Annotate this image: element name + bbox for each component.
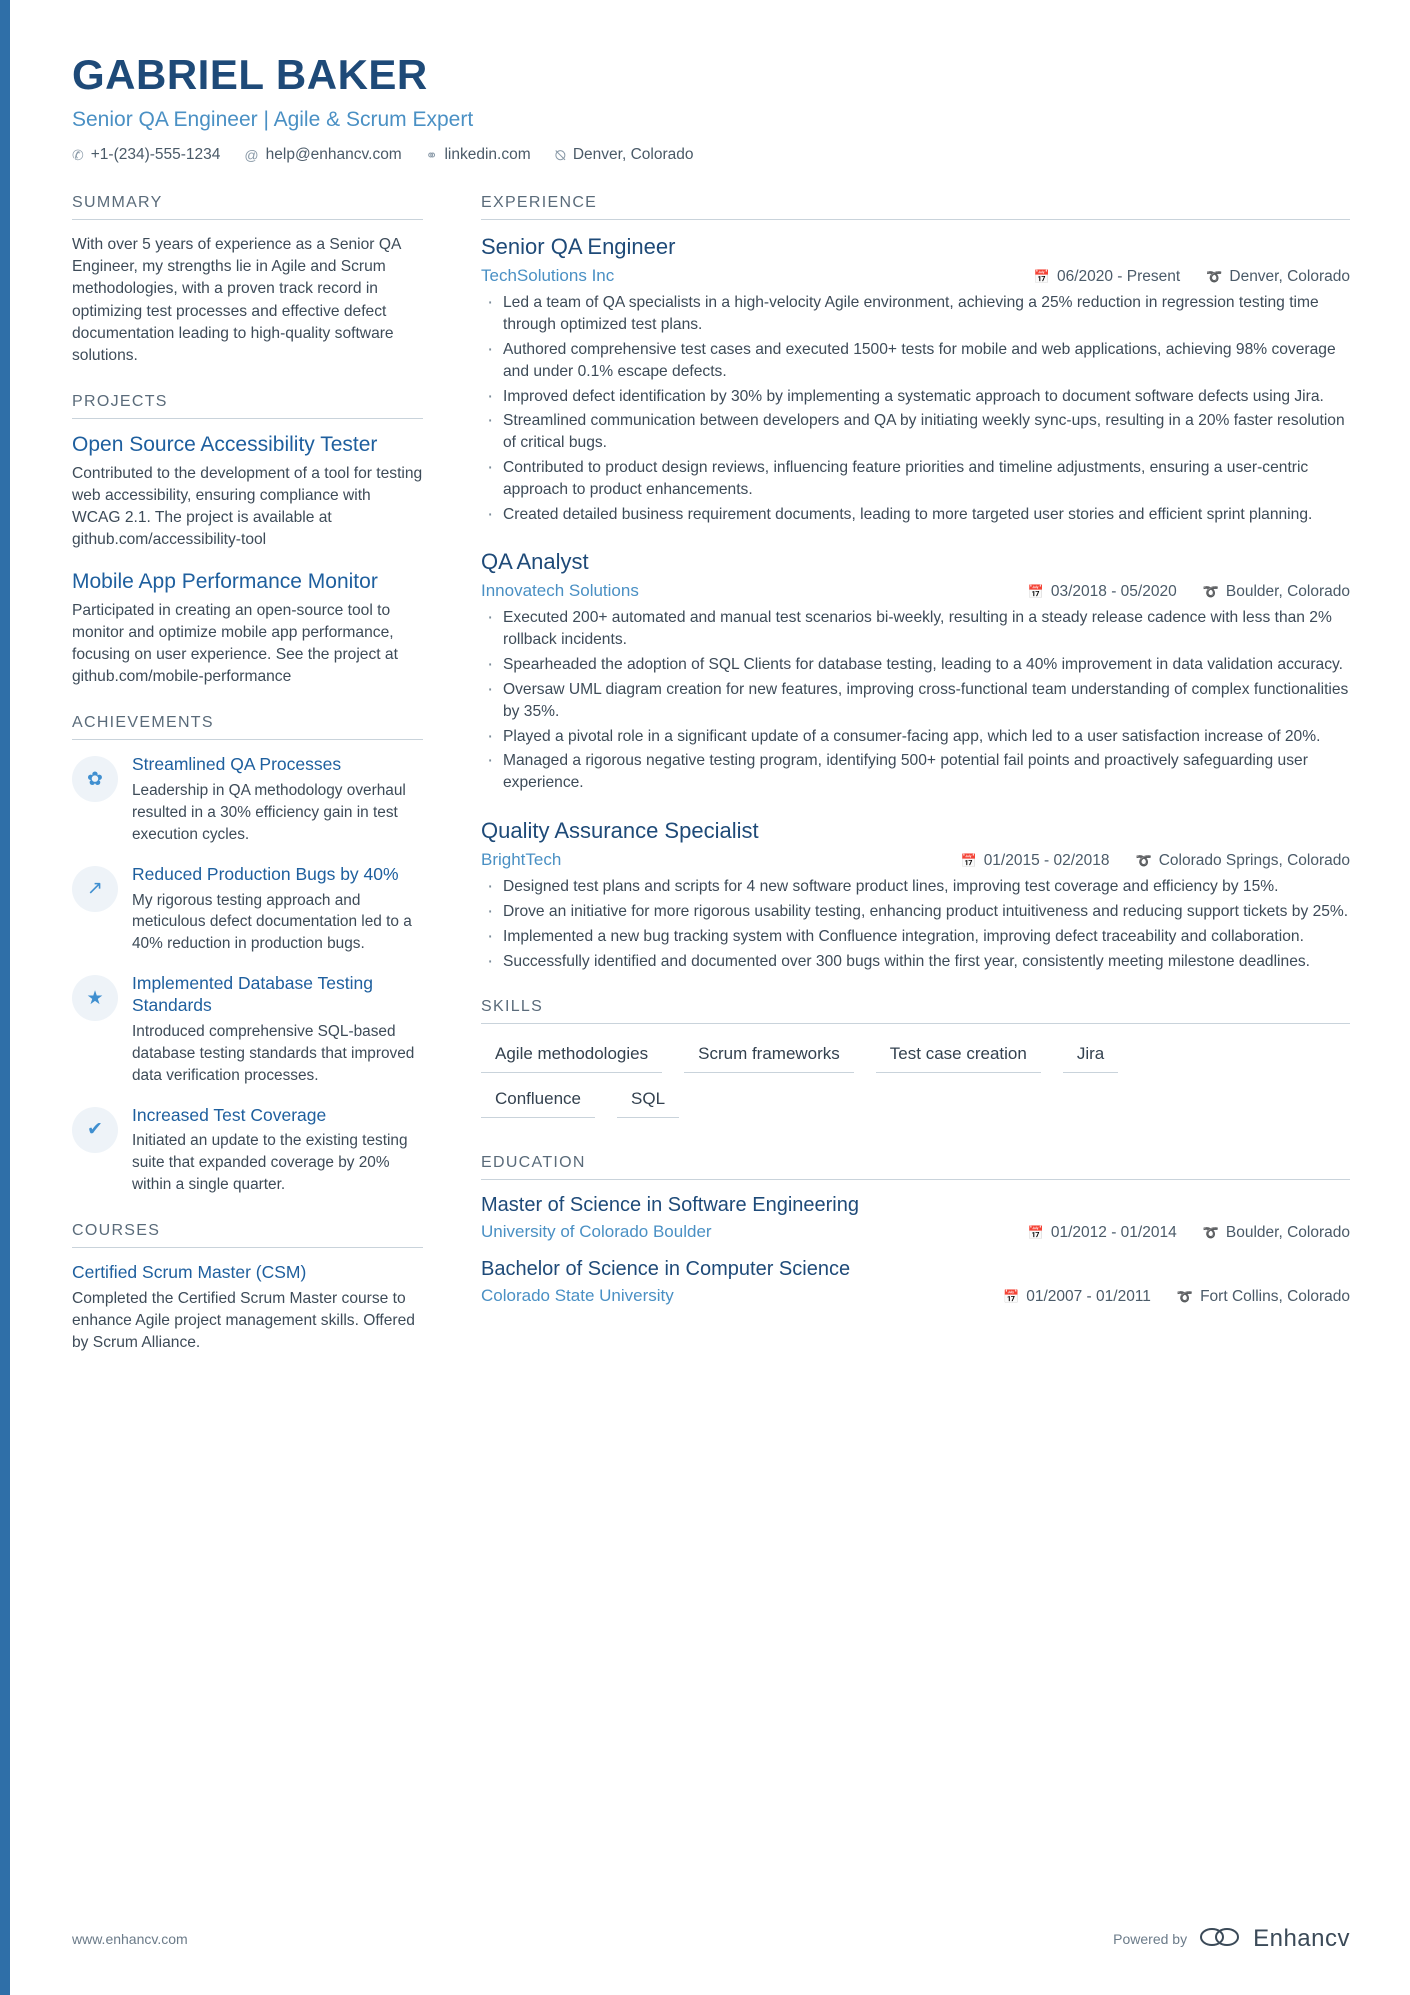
job-location xyxy=(1136,852,1350,870)
calendar-icon: 📅 xyxy=(960,853,977,869)
education-location xyxy=(1203,1224,1350,1242)
section-projects xyxy=(72,393,423,688)
job-bullet: · Drove an initiative for more rigorous usability testing, enhancing product intuitiveness and reducing support tickets by 25%. xyxy=(481,901,1350,923)
job-dates-value: 06/2020 - Present xyxy=(1056,268,1181,286)
education-item xyxy=(481,1258,1350,1306)
project-item xyxy=(72,433,423,552)
powered-by-label: Powered by xyxy=(1113,1930,1188,1947)
location-pin-icon: ⦰ xyxy=(554,146,566,163)
education-dates xyxy=(1003,1288,1151,1306)
job-company[interactable]: Innovatech Solutions xyxy=(481,581,639,601)
achievement-description: Initiated an update to the existing testing suite that expanded coverage by 20% within a single quarter. xyxy=(132,1132,408,1194)
job-role: Quality Assurance Specialist xyxy=(481,818,759,844)
achievement-title: Reduced Production Bugs by 40% xyxy=(132,863,399,884)
contact-list xyxy=(72,146,1350,164)
skill-chip: Confluence xyxy=(481,1083,595,1118)
experience-item xyxy=(481,818,1350,972)
job-bullet: · Executed 200+ automated and manual test scenarios bi-weekly, resulting in a steady release cadence with less than 2% rollback incidents. xyxy=(481,607,1350,651)
job-dates xyxy=(961,852,1110,870)
calendar-icon: 📅 xyxy=(1003,1289,1020,1305)
experience-item xyxy=(481,234,1350,525)
job-location-value: Colorado Springs, Colorado xyxy=(1158,852,1350,870)
contact-linkedin[interactable] xyxy=(426,146,531,164)
experience-item xyxy=(481,549,1350,794)
right-column xyxy=(457,194,1350,1322)
skills-section-title: SKILLS xyxy=(481,998,1350,1024)
project-description: Participated in creating an open-source tool to monitor and optimize mobile app performance, focusing on user experience. See the project at github.com/mobile-performance xyxy=(72,601,398,686)
course-item xyxy=(72,1262,423,1354)
education-dates xyxy=(1028,1224,1177,1242)
job-bullet: · Spearheaded the adoption of SQL Clients for database testing, leading to a 40% improvement in data validation accuracy. xyxy=(481,654,1350,676)
project-item xyxy=(72,570,423,689)
contact-email-value: help@enhancv.com xyxy=(265,146,402,164)
job-bullet: · Designed test plans and scripts for 4 new software product lines, improving test coverage and efficiency by 15%. xyxy=(481,876,1350,898)
contact-location-value: Denver, Colorado xyxy=(572,146,694,164)
contact-phone xyxy=(72,146,220,164)
section-summary xyxy=(72,194,423,367)
education-location-value: Boulder, Colorado xyxy=(1225,1224,1350,1242)
contact-email[interactable] xyxy=(244,146,401,164)
skills-list xyxy=(481,1038,1350,1083)
contact-linkedin-value: linkedin.com xyxy=(444,146,531,164)
job-bullet: · Improved defect identification by 30% by implementing a systematic approach to document software defects using Jira. xyxy=(481,386,1350,408)
job-bullets xyxy=(481,607,1350,794)
achievement-description: My rigorous testing approach and meticulous defect documentation led to a 40% reduction in production bugs. xyxy=(132,891,412,953)
achievement-title: Implemented Database Testing Standards xyxy=(132,973,373,1016)
project-description: Contributed to the development of a tool for testing web accessibility, ensuring compliance with WCAG 2.1. The project is available at github.com/accessibility-tool xyxy=(72,465,423,549)
education-location xyxy=(1177,1288,1350,1306)
calendar-icon: 📅 xyxy=(1033,269,1050,285)
achievement-item xyxy=(72,1105,423,1197)
skill-chip: Scrum frameworks xyxy=(684,1038,854,1073)
job-company[interactable]: BrightTech xyxy=(481,850,562,870)
achievement-item xyxy=(72,754,423,846)
resume-header xyxy=(72,52,1350,164)
education-section-title: EDUCATION xyxy=(481,1154,1350,1180)
job-bullet: · Created detailed business requirement documents, leading to more targeted user stories and efficient sprint planning. xyxy=(481,504,1350,526)
enhancv-logo-icon xyxy=(1199,1924,1241,1953)
calendar-icon: 📅 xyxy=(1027,584,1044,600)
page-title: GABRIEL BAKER xyxy=(72,51,428,98)
education-dates-value: 01/2007 - 01/2011 xyxy=(1026,1288,1151,1306)
job-bullet: · Oversaw UML diagram creation for new features, improving cross-functional team understanding of complex functionalities by 35%. xyxy=(481,679,1350,723)
job-location xyxy=(1206,268,1350,286)
experience-section-title: EXPERIENCE xyxy=(481,194,1350,220)
achievement-item xyxy=(72,864,423,956)
course-name: Certified Scrum Master (CSM) xyxy=(72,1262,307,1283)
section-skills xyxy=(481,998,1350,1128)
section-achievements xyxy=(72,714,423,1196)
skill-chip: SQL xyxy=(617,1083,679,1118)
job-bullets xyxy=(481,292,1350,525)
brand-name: Enhancv xyxy=(1253,1924,1350,1952)
job-dates xyxy=(1028,583,1177,601)
contact-phone-value: +1-(234)-555-1234 xyxy=(90,146,221,164)
job-dates-value: 03/2018 - 05/2020 xyxy=(1050,583,1177,601)
project-name[interactable]: Mobile App Performance Monitor xyxy=(72,569,378,593)
achievement-title: Increased Test Coverage xyxy=(132,1104,327,1125)
email-icon: @ xyxy=(244,147,259,164)
location-pin-icon: ➰ xyxy=(1135,853,1152,869)
achievement-description: Leadership in QA methodology overhaul resulted in a 30% efficiency gain in test execution cycles. xyxy=(132,782,406,843)
achievement-description: Introduced comprehensive SQL-based database testing standards that improved data verification processes. xyxy=(132,1022,415,1084)
rocket-growth-icon: ↗ xyxy=(72,866,118,912)
job-bullets xyxy=(481,876,1350,972)
link-icon: ⚭ xyxy=(425,146,438,163)
footer-website[interactable]: www.enhancv.com xyxy=(72,1930,188,1947)
skill-chip: Test case creation xyxy=(876,1038,1041,1073)
job-company[interactable]: TechSolutions Inc xyxy=(481,266,615,286)
job-bullet: · Streamlined communication between developers and QA by initiating weekly sync-ups, resulting in a 20% faster resolution of critical bugs. xyxy=(481,410,1350,454)
job-bullet: · Contributed to product design reviews, influencing feature priorities and timeline adjustments, ensuring a user-centric approach to product enhancements. xyxy=(481,457,1350,501)
phone-icon: ✆ xyxy=(72,146,84,163)
section-education xyxy=(481,1154,1350,1306)
education-degree: Bachelor of Science in Computer Science xyxy=(481,1258,851,1281)
skill-chip: Jira xyxy=(1063,1038,1118,1073)
education-school[interactable]: University of Colorado Boulder xyxy=(481,1222,712,1242)
section-courses xyxy=(72,1222,423,1354)
job-bullet: · Led a team of QA specialists in a high-velocity Agile environment, achieving a 25% reduction in regression testing time through optimized test plans. xyxy=(481,292,1350,336)
summary-text: With over 5 years of experience as a Senior QA Engineer, my strengths lie in Agile and Scrum methodologies, with a proven track record in optimizing test processes and effective defect documentation leading to high-quality software solutions. xyxy=(72,236,401,364)
check-circle-icon: ✔ xyxy=(72,1107,118,1153)
award-badge-icon: ✿ xyxy=(72,756,118,802)
star-icon: ★ xyxy=(72,975,118,1021)
job-role: QA Analyst xyxy=(481,549,589,575)
section-experience xyxy=(481,194,1350,972)
skills-list-row2 xyxy=(481,1083,1350,1128)
job-bullet: · Authored comprehensive test cases and executed 1500+ tests for mobile and web applications, achieving 98% coverage and under 0.1% escape defects. xyxy=(481,339,1350,383)
location-pin-icon: ➰ xyxy=(1206,269,1223,285)
job-bullet: · Implemented a new bug tracking system with Confluence integration, improving defect traceability and collaboration. xyxy=(481,926,1350,948)
education-dates-value: 01/2012 - 01/2014 xyxy=(1050,1224,1177,1242)
job-location-value: Denver, Colorado xyxy=(1229,268,1350,286)
calendar-icon: 📅 xyxy=(1027,1225,1044,1241)
location-pin-icon: ➰ xyxy=(1176,1289,1194,1305)
location-pin-icon: ➰ xyxy=(1202,584,1219,600)
job-bullet: · Managed a rigorous negative testing program, identifying 500+ potential fail points and proactively safeguarding user experience. xyxy=(481,750,1350,794)
left-accent-bar xyxy=(0,0,10,1995)
location-pin-icon: ➰ xyxy=(1202,1225,1219,1241)
skill-chip: Agile methodologies xyxy=(481,1038,662,1073)
left-column xyxy=(72,194,457,1354)
education-degree: Master of Science in Software Engineering xyxy=(481,1194,859,1217)
projects-section-title: PROJECTS xyxy=(72,393,423,419)
contact-location xyxy=(555,146,694,164)
project-name[interactable]: Open Source Accessibility Tester xyxy=(72,433,378,457)
job-dates-value: 01/2015 - 02/2018 xyxy=(983,852,1110,870)
achievements-section-title: ACHIEVEMENTS xyxy=(72,714,423,740)
professional-headline: Senior QA Engineer | Agile & Scrum Expert xyxy=(72,108,474,132)
course-description: Completed the Certified Scrum Master course to enhance Agile project management skills. Offered by Scrum Alliance. xyxy=(72,1290,415,1352)
job-location-value: Boulder, Colorado xyxy=(1225,583,1350,601)
achievement-item xyxy=(72,973,423,1086)
powered-by-block xyxy=(1113,1924,1350,1953)
education-item xyxy=(481,1194,1350,1242)
job-bullet: · Played a pivotal role in a significant update of a consumer-facing app, which led to a user satisfaction increase of 20%. xyxy=(481,726,1350,748)
achievement-title: Streamlined QA Processes xyxy=(132,754,342,775)
job-bullet: · Successfully identified and documented over 300 bugs within the first year, consistently meeting milestone deadlines. xyxy=(481,951,1350,973)
page-footer xyxy=(72,1924,1350,1953)
job-role: Senior QA Engineer xyxy=(481,234,676,260)
job-dates xyxy=(1034,268,1180,286)
education-school[interactable]: Colorado State University xyxy=(481,1286,674,1306)
job-location xyxy=(1203,583,1350,601)
courses-section-title: COURSES xyxy=(72,1222,423,1248)
summary-section-title: SUMMARY xyxy=(72,194,423,220)
education-location-value: Fort Collins, Colorado xyxy=(1200,1288,1350,1306)
